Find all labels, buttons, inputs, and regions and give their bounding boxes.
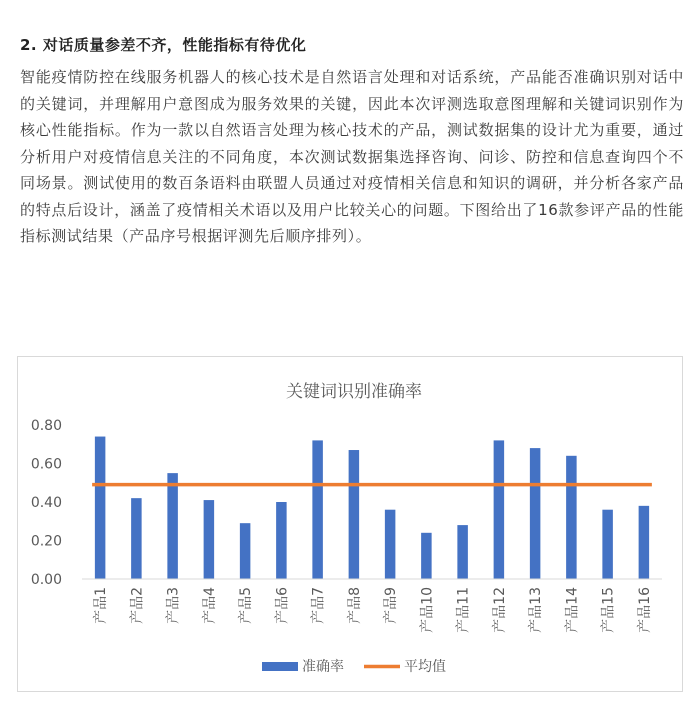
bar	[276, 502, 287, 579]
bar	[131, 498, 142, 579]
y-tick-label: 0.40	[30, 495, 62, 511]
chart-title: 关键词识别准确率	[286, 382, 422, 402]
article-paragraph: 智能疫情防控在线服务机器人的核心技术是自然语言处理和对话系统，产品能否准确识别对话中的关键词，并理解用户意图成为服务效果的关键，因此本次评测选取意图理解和关键词识别作为核心性能指标。作为一款以自然语言处理为核心技术的产品，测试数据集的设计尤为重要，通过分析用户对疫情信息关注的不同角度，本次测试数据集选择咨询、问诊、防控和信息查询四个不同场景。测试使用的数百条语料由联盟人员通过对疫情相关信息和知识的调研，并分析各家产品的特点后设计，涵盖了疫情相关术语以及用户比较关心的问题。下图给出了16款参评产品的性能指标测试结果（产品序号根据评测先后顺序排列）。	[20, 68, 684, 245]
chart-container	[17, 356, 683, 692]
bar	[349, 450, 360, 579]
legend-swatch-bar	[262, 662, 298, 671]
x-tick-label: 产品9	[383, 587, 400, 624]
bar	[530, 448, 541, 579]
x-tick-label: 产品8	[346, 587, 363, 624]
x-tick-label: 产品4	[201, 587, 218, 624]
x-axis	[82, 579, 662, 633]
chart-legend	[262, 658, 446, 675]
x-tick-label: 产品14	[564, 587, 581, 633]
bar	[602, 510, 613, 579]
section-heading: 2. 对话质量参差不齐，性能指标有待优化	[20, 36, 307, 54]
y-tick-label: 0.20	[30, 533, 62, 550]
y-tick-label: 0.00	[30, 572, 62, 588]
bar	[167, 473, 178, 579]
x-tick-label: 产品1	[93, 587, 110, 624]
bar	[385, 510, 396, 579]
x-tick-label: 产品11	[455, 587, 472, 633]
bar-chart	[18, 357, 682, 691]
y-axis	[31, 418, 62, 588]
x-tick-label: 产品3	[165, 587, 182, 624]
legend-label-bar: 准确率	[302, 659, 344, 675]
x-tick-label: 产品15	[600, 587, 617, 633]
x-tick-label: 产品2	[129, 587, 146, 624]
bar	[494, 440, 505, 579]
bar	[421, 533, 432, 579]
y-tick-label: 0.60	[30, 456, 62, 473]
bar	[95, 437, 106, 579]
x-tick-label: 产品13	[528, 587, 545, 633]
bar	[240, 523, 251, 579]
bar	[639, 506, 650, 579]
x-tick-label: 产品6	[274, 587, 291, 624]
x-tick-label: 产品10	[419, 587, 436, 633]
x-tick-label: 产品16	[636, 587, 653, 633]
x-tick-label: 产品12	[491, 587, 508, 633]
bar-series	[95, 437, 649, 579]
x-tick-label: 产品7	[310, 587, 327, 624]
bar	[566, 456, 577, 579]
x-tick-label: 产品5	[238, 587, 255, 624]
y-tick-label: 0.80	[30, 418, 62, 434]
bar	[312, 440, 323, 579]
bar	[457, 525, 468, 579]
bar	[204, 500, 215, 579]
legend-label-line: 平均值	[404, 659, 446, 675]
